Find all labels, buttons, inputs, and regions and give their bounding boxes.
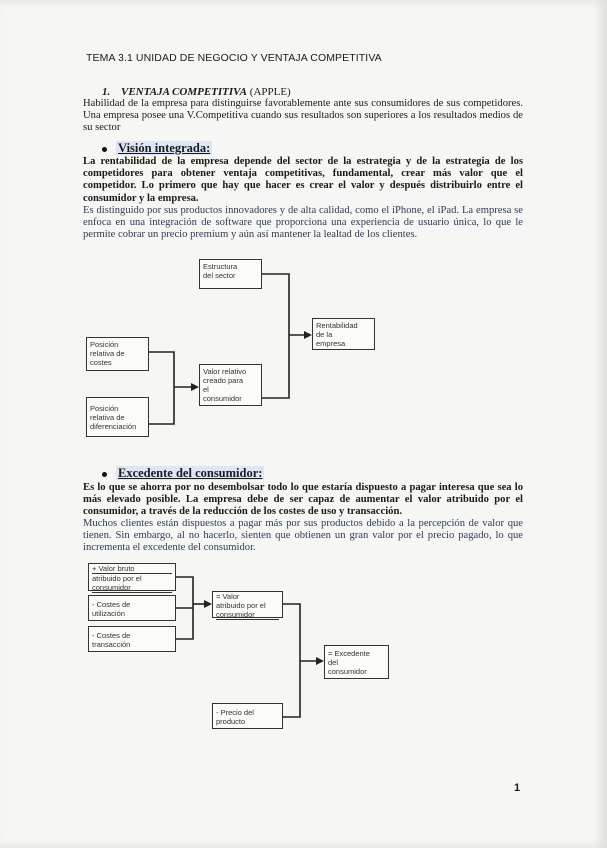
box-excedente-consumidor: = Excedente del consumidor	[324, 645, 389, 679]
box-posicion-diferenciacion: Posición relativa de diferenciación	[86, 397, 149, 437]
box-valor-relativo: Valor relativo creado para el consumidor	[199, 364, 262, 406]
box-valor-atribuido: = Valor atribuido por el consumidor	[212, 591, 283, 618]
box-valor-bruto: + Valor bruto atribuido por el consumidor	[88, 563, 176, 591]
vision-example-paragraph: Es distinguido por sus productos innovadores y de alta calidad, como el iPhone, el iPad. La empresa se enfoca en una integración de software que proporciona una experiencia de usuario única, lo que le permite cobrar un precio premium y aún así mantener la lealtad de los clientes.	[83, 205, 523, 241]
box-costes-utilizacion: - Costes de utilización	[88, 595, 176, 621]
box-rentabilidad-empresa: Rentabilidad de la empresa	[312, 318, 375, 350]
box-precio-producto: - Precio del producto	[212, 703, 283, 729]
box-costes-transaccion: - Costes de transacción	[88, 626, 176, 652]
excedente-heading: Excedente del consumidor:	[102, 466, 264, 481]
page-header: TEMA 3.1 UNIDAD DE NEGOCIO Y VENTAJA COMPETITIVA	[86, 52, 382, 64]
box-posicion-costes: Posición relativa de costes	[86, 337, 149, 371]
vision-heading: Visión integrada:	[102, 141, 212, 156]
box-estructura-sector: Estructura del sector	[199, 259, 262, 289]
section-number: 1.	[102, 86, 111, 98]
vision-bold-paragraph: La rentabilidad de la empresa depende del sector de la estrategia y de la estrategia de los competidores para obtener ventaja competitivas, fundamental, crear más valor que el competidor. Lo primero que hay que hacer es crear el valor y después distribuirlo entre el consumidor y la empresa.	[83, 156, 523, 204]
intro-paragraph: Habilidad de la empresa para distinguirse favorablemente ante sus consumidores de sus competidores. Una empresa posee una V.Competitiva cuando sus resultados son superiores a los resultados medios de su sector	[83, 98, 523, 134]
section-tag: (APPLE)	[249, 86, 291, 98]
page-number: 1	[514, 782, 521, 794]
excedente-example-paragraph: Muchos clientes están dispuestos a pagar más por sus productos debido a la percepción de valor que tienen. Sin embargo, al no hacerlo, sienten que obtienen un gran valor por el precio pagado, lo que incrementa el excedente del consumidor.	[83, 518, 523, 554]
section-name: VENTAJA COMPETITIVA	[121, 86, 248, 98]
excedente-bold-paragraph: Es lo que se ahorra por no desembolsar todo lo que estaría dispuesto a pagar interesa que sea lo más elevado posible. La empresa debe de ser capaz de aumentar el valor atribuido por el consumidor, a través de la reducción de los costes de uso y transacción.	[83, 482, 523, 518]
